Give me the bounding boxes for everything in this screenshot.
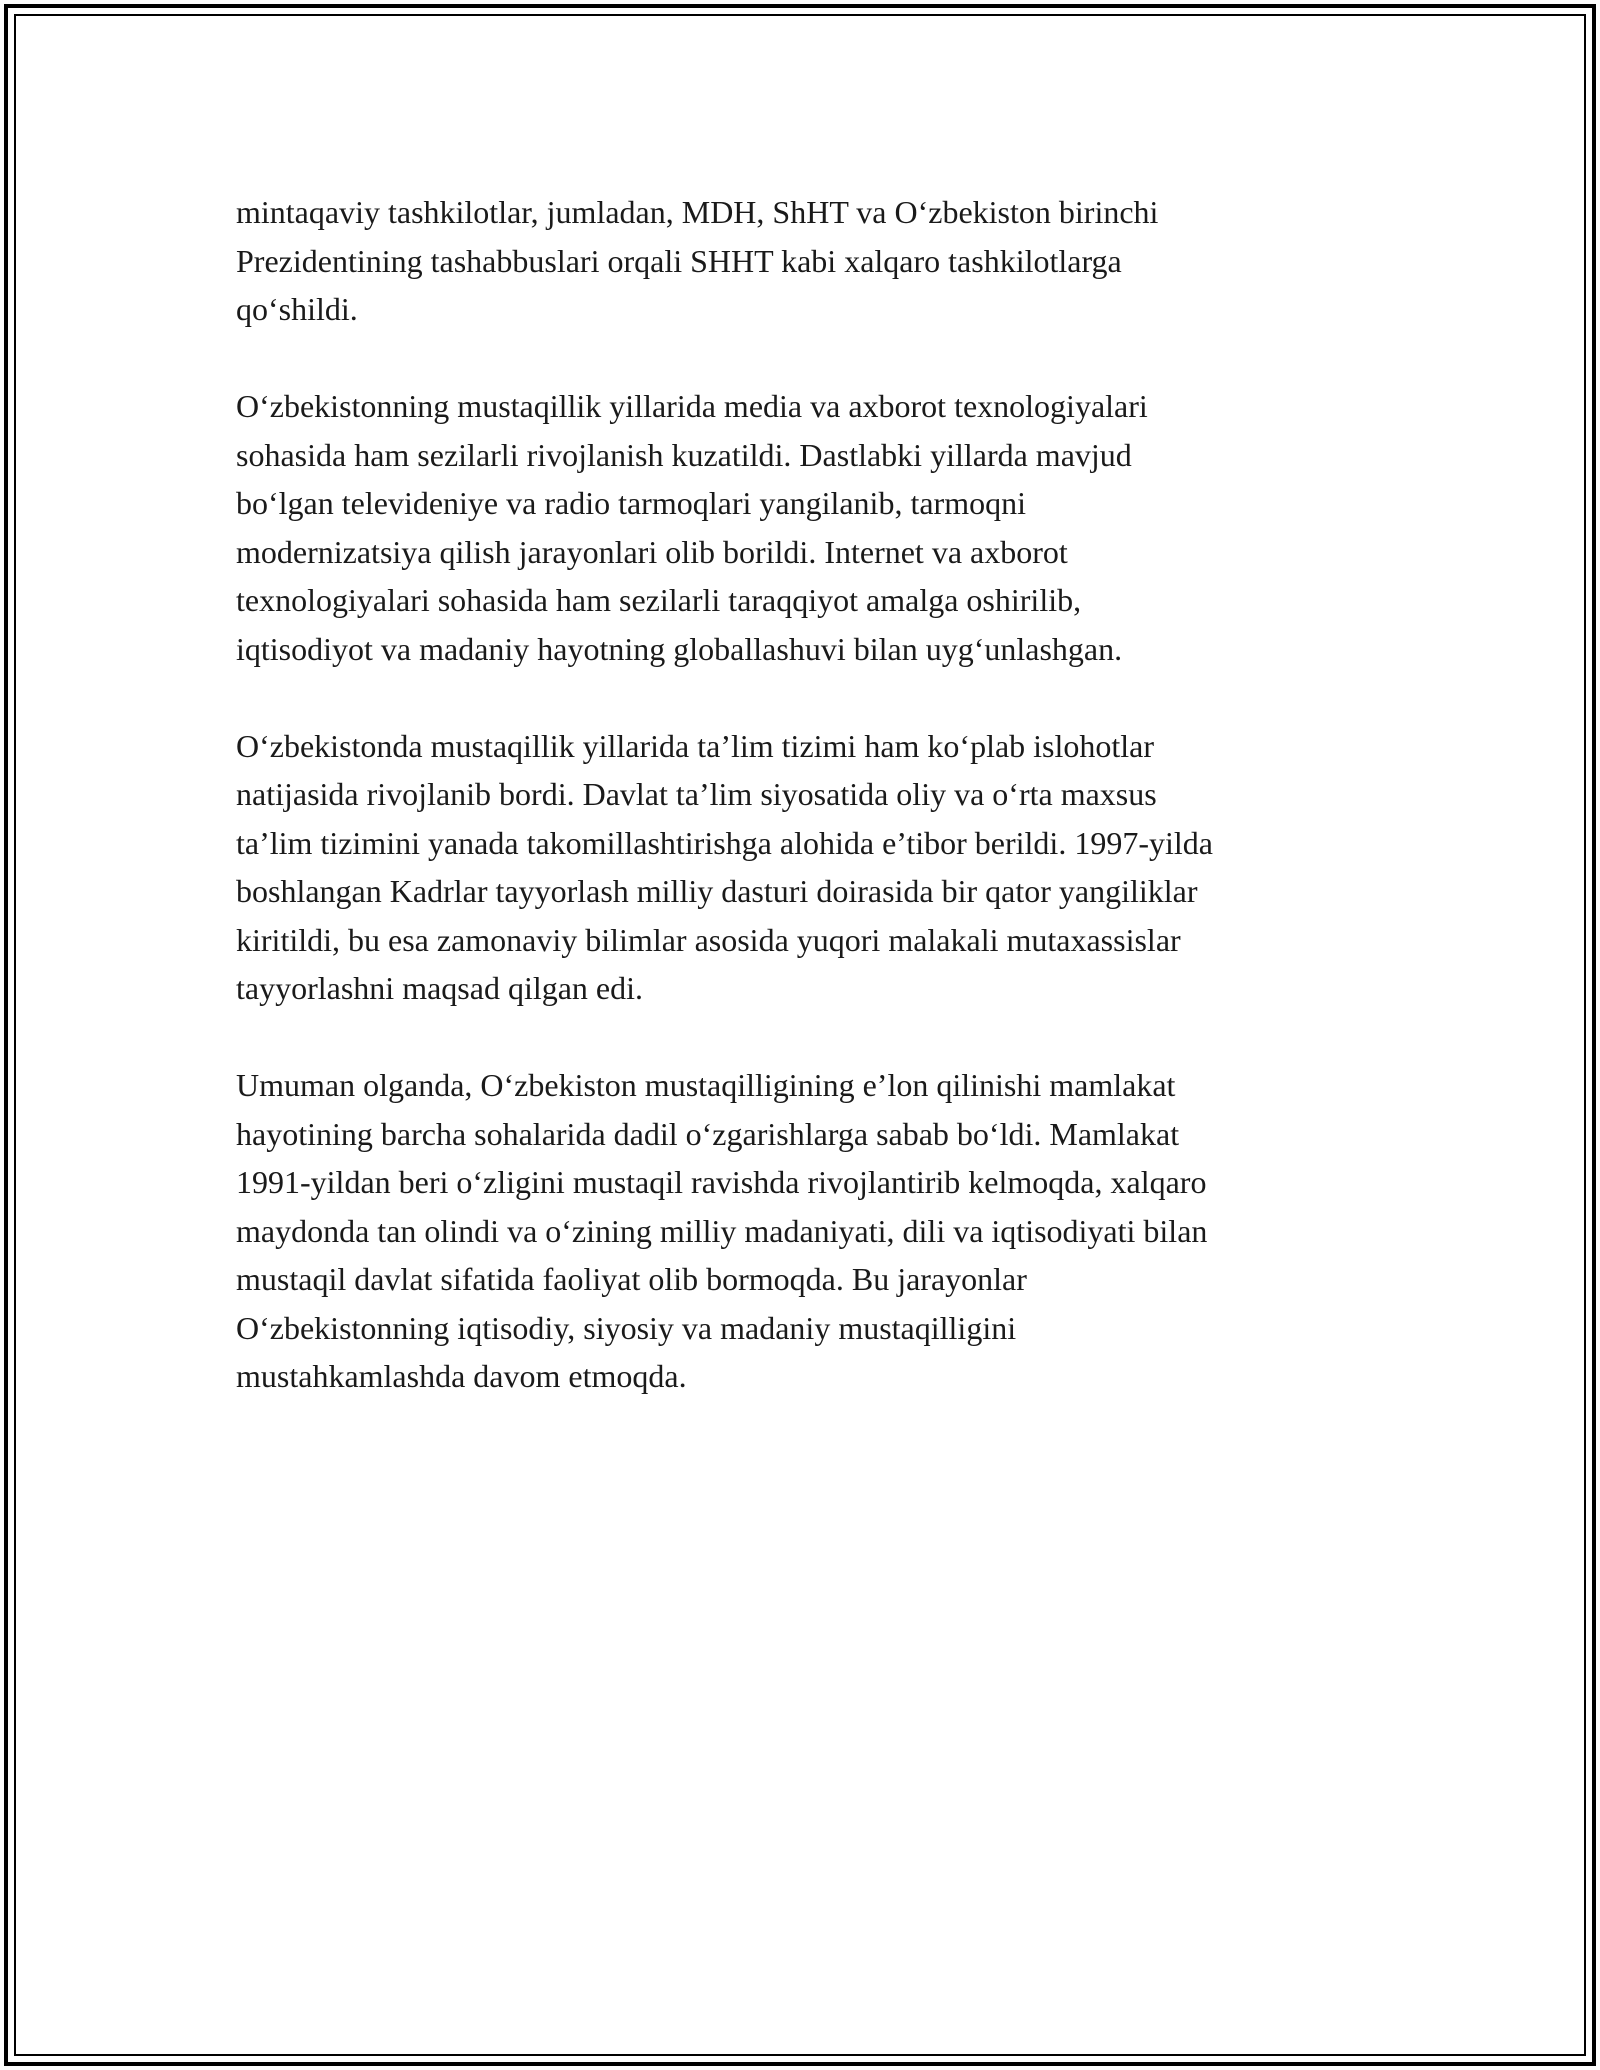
- text-line: mustaqil davlat sifatida faoliyat olib bormoqda. Bu jarayonlar: [236, 1261, 1027, 1297]
- paragraph-conclusion: [236, 1061, 1386, 1401]
- text-line: O‘zbekistonda mustaqillik yillarida ta’lim tizimi ham ko‘plab islohotlar: [236, 727, 1155, 764]
- text-line: boshlangan Kadrlar tayyorlash milliy dasturi doirasida bir qator yangiliklar: [236, 873, 1198, 909]
- text-line: bo‘lgan televideniye va radio tarmoqlari yangilanib, tarmoqni: [236, 485, 1026, 521]
- document-body: [236, 188, 1386, 1449]
- text-line: 1991-yildan beri o‘zligini mustaqil ravishda rivojlantirib kelmoqda, xalqaro: [236, 1164, 1207, 1200]
- text-line: tayyorlashni maqsad qilgan edi.: [236, 970, 644, 1006]
- text-line: O‘zbekistonning mustaqillik yillarida media va axborot texnologiyalari: [236, 388, 1148, 424]
- text-line: modernizatsiya qilish jarayonlari olib borildi. Internet va axborot: [236, 533, 1068, 570]
- text-line: natijasida rivojlanib bordi. Davlat ta’lim siyosatida oliy va o‘rta maxsus: [236, 776, 1157, 812]
- paragraph-education-system: [236, 722, 1386, 1013]
- paragraph-regional-organizations: [236, 188, 1386, 334]
- text-line: maydonda tan olindi va o‘zining milliy madaniyati, dili va iqtisodiyati bilan: [236, 1212, 1208, 1249]
- text-line: mintaqaviy tashkilotlar, jumladan, MDH, ShHT va O‘zbekiston birinchi: [236, 194, 1159, 230]
- text-line: qo‘shildi.: [236, 291, 358, 327]
- text-line: mustahkamlashda davom etmoqda.: [236, 1358, 687, 1394]
- text-line: Prezidentining tashabbuslari orqali SHHT kabi xalqaro tashkilotlarga: [236, 242, 1122, 279]
- text-line: ta’lim tizimini yanada takomillashtirishga alohida e’tibor berildi. 1997-yilda: [236, 824, 1213, 861]
- text-line: kiritildi, bu esa zamonaviy bilimlar asosida yuqori malakali mutaxassislar: [236, 921, 1181, 958]
- paragraph-media-technology: [236, 382, 1386, 673]
- text-line: O‘zbekistonning iqtisodiy, siyosiy va madaniy mustaqilligini: [236, 1309, 1017, 1346]
- text-line: Umuman olganda, O‘zbekiston mustaqilligining e’lon qilinishi mamlakat: [236, 1067, 1176, 1103]
- text-line: texnologiyalari sohasida ham sezilarli taraqqiyot amalga oshirilib,: [236, 582, 1082, 618]
- text-line: iqtisodiyot va madaniy hayotning globallashuvi bilan uyg‘unlashgan.: [236, 630, 1123, 667]
- text-line: hayotining barcha sohalarida dadil o‘zgarishlarga sabab bo‘ldi. Mamlakat: [236, 1115, 1180, 1152]
- text-line: sohasida ham sezilarli rivojlanish kuzatildi. Dastlabki yillarda mavjud: [236, 436, 1132, 473]
